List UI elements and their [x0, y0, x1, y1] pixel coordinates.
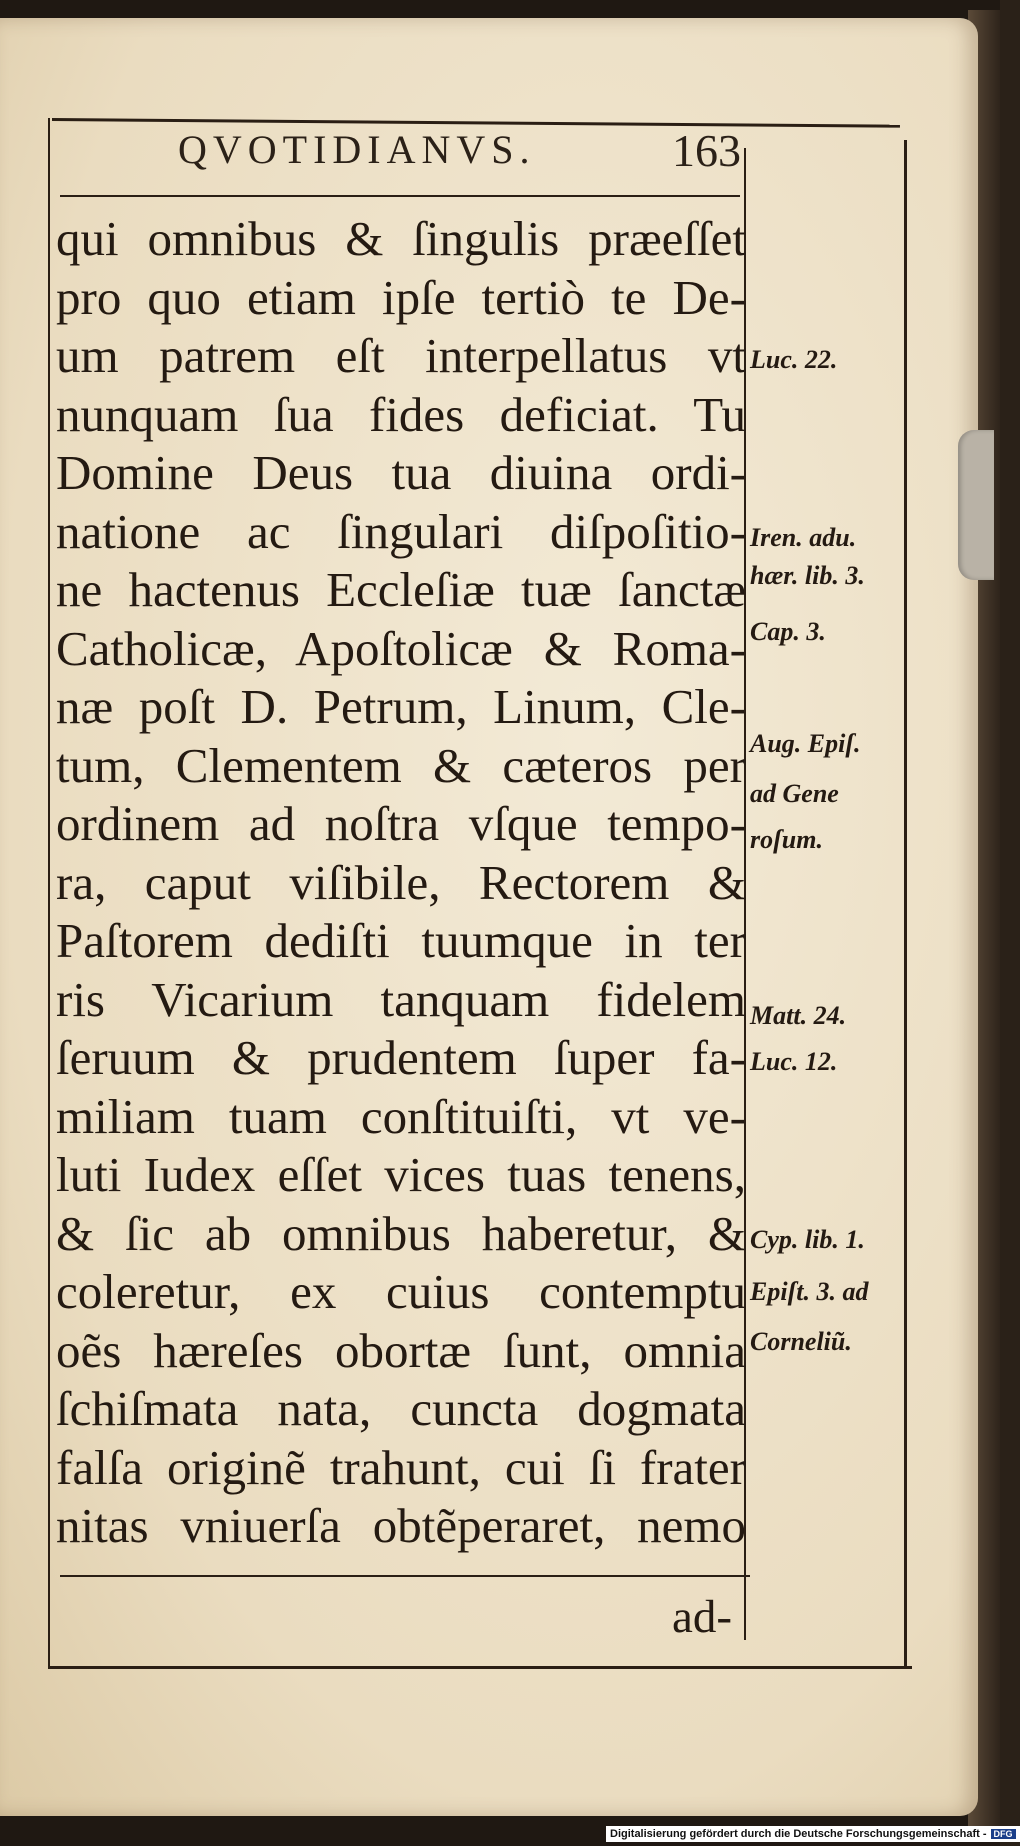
- text-line: Catholicæ, Apoſtolicæ & Roma-: [56, 620, 746, 676]
- text-line: coleretur, ex cuius contemptu: [56, 1264, 746, 1319]
- page-marker-tab: [958, 430, 994, 580]
- margin-note: Cap. 3.: [750, 617, 826, 646]
- margin-note: roſum.: [750, 825, 823, 854]
- margin-note: ad Gene: [750, 779, 839, 808]
- margin-note: hær. lib. 3.: [750, 561, 865, 590]
- footer-rule: [60, 1575, 750, 1577]
- text-line: qui omnibus & ſingulis præeſſet: [56, 211, 746, 266]
- text-line: næ poſt D. Petrum, Linum, Cle-: [56, 679, 746, 734]
- page-number: 163: [672, 125, 741, 176]
- text-line: ordinem ad noſtra vſque tempo-: [56, 796, 746, 851]
- running-head: QVOTIDIANVS.: [178, 127, 536, 172]
- text-line: nitas vniuerſa obtẽperaret, nemo: [56, 1498, 746, 1553]
- margin-note: Luc. 22.: [750, 345, 838, 374]
- text-line: Domine Deus tua diuina ordi-: [56, 445, 746, 500]
- margin-note: Epiſt. 3. ad: [750, 1277, 869, 1306]
- text-line: ſchiſmata nata, cuncta dogmata: [56, 1381, 746, 1436]
- text-line: oẽs hæreſes obortæ ſunt, omnia: [56, 1322, 746, 1378]
- digitization-credit: [606, 1826, 1020, 1842]
- margin-note: Iren. adu.: [750, 523, 857, 552]
- margin-note: Corneliũ.: [750, 1327, 852, 1356]
- margin-note: Luc. 12.: [750, 1047, 838, 1076]
- text-line: Paſtorem dediſti tuumque in ter: [56, 913, 746, 968]
- header-rule: [60, 195, 740, 197]
- text-line: ra, caput viſibile, Rectorem &: [56, 854, 746, 910]
- text-line: & ſic ab omnibus haberetur, &: [56, 1205, 746, 1261]
- text-line: miliam tuam conſtituiſti, vt ve-: [56, 1088, 746, 1144]
- text-line: ſeruum & prudentem ſuper fa-: [56, 1030, 746, 1085]
- dfg-logo: DFG: [991, 1829, 1016, 1839]
- body-text: [56, 210, 746, 1556]
- text-line: um patrem eſt interpellatus vt: [56, 328, 746, 383]
- margin-note: Aug. Epiſ.: [750, 729, 861, 758]
- text-line: luti Iudex eſſet vices tuas tenens,: [56, 1147, 746, 1202]
- text-line: falſa originẽ trahunt, cui ſi frater: [56, 1439, 746, 1495]
- margin-note: Matt. 24.: [750, 1001, 847, 1030]
- text-line: ne hactenus Eccleſiæ tuæ ſanctæ: [56, 562, 746, 617]
- margin-note: Cyp. lib. 1.: [750, 1225, 865, 1254]
- text-line: tum, Clementem & cæteros per: [56, 737, 746, 793]
- credit-text: Digitalisierung gefördert durch die Deutsche Forschungsgemeinschaft -: [610, 1828, 987, 1840]
- frame-right-rule: [904, 140, 907, 1666]
- text-line: pro quo etiam ipſe tertiò te De-: [56, 269, 746, 325]
- text-line: ris Vicarium tanquam fidelem: [56, 971, 746, 1027]
- text-line: natione ac ſingulari diſpoſitio-: [56, 503, 746, 559]
- catchword: ad-: [672, 1591, 733, 1643]
- text-line: nunquam ſua fides deficiat. Tu: [56, 386, 746, 442]
